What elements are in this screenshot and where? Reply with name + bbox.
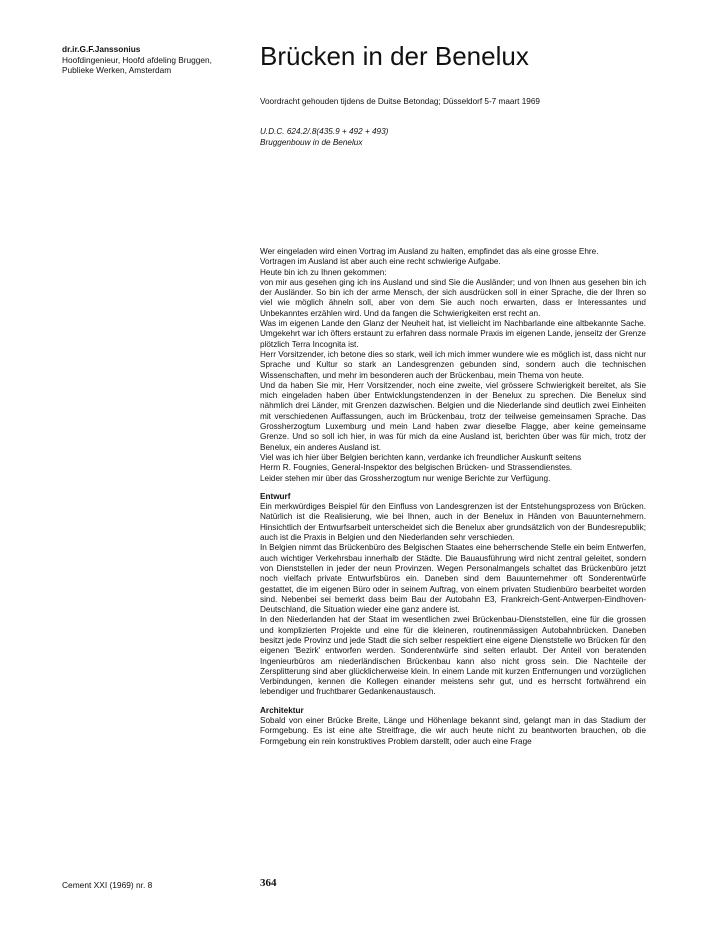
entwurf-paragraph: In Belgien nimmt das Brückenbüro des Belgischen Staates eine beherrschende Stelle ein beim Entwerfen, auch wichtiger Verkehrsbau innerhalb der Städte. Die Bauausführung wird nicht zentral geleitet, sondern von Dienststellen in jeder der neun Provinzen. Wegen Personalmangels schaltet das Brückenbüro jetzt noch vielfach private Entwurfsbüros ein. Daneben sind dem Bauunternehmer oft Sonderentwürfe gestattet, die im eigenen Büro oder in seinem Auftrag, von einem privaten Studienbüro bearbeitet worden sind. Nebenbei sei bemerkt dass beim Bau der Autobahn E3, Frankreich-Gent-Antwerpen-Eindhoven-Deutschland, die Situation wieder eine ganz andere ist. <box>260 543 646 615</box>
intro-paragraph: Leider stehen mir über das Grossherzogtum nur wenige Berichte zur Verfügung. <box>260 473 551 483</box>
intro-paragraph: Heute bin ich zu Ihnen gekommen: <box>260 267 387 277</box>
udc-block <box>260 126 388 148</box>
intro-paragraph: Herr Vorsitzender, ich betone dies so stark, weil ich mich immer wundere wie es möglich ist, dass nicht nur Sprache und Kultur so stark an Landesgrenzen gebunden sind, sondern auch die technischen Wissenschaften, und mehr im besonderen auch der Brückenbau, mein Thema von heute. <box>260 349 646 380</box>
intro-paragraph: Vortragen im Ausland ist aber auch eine recht schwierige Aufgabe. <box>260 257 501 267</box>
article-body <box>260 247 646 747</box>
section-heading-entwurf: Entwurf <box>260 491 291 501</box>
intro-paragraph: Wer eingeladen wird einen Vortrag im Ausland zu halten, empfindet das als eine grosse Ehre. <box>260 247 599 256</box>
page-number: 364 <box>260 877 277 889</box>
entwurf-paragraph: Ein merkwürdiges Beispiel für den Einfluss von Landesgrenzen ist der Entstehungsprozess von Brücken. Natürlich ist die Realisierung, wie bei Ihnen, auch in der Benelux in Händen von Bauunternehmern. Hinsichtlich der Entwurfsarbeit unterscheidet sich die Benelux aber grundsätzlich von der Bundesrepublik; auch ist die Praxis in Belgien und den Niederlanden sehr verschieden. <box>260 502 646 543</box>
entwurf-paragraph: In den Niederlanden hat der Staat im wesentlichen zwei Brückenbau-Dienststellen, eine für die grossen und komplizierten Projekte und eine für die kleineren, routinenmässigen Autobahnbrücken. Daneben besitzt jede Provinz und jede Stadt die sich selber respektiert eine eigene Dienststelle wo Brücken für den eigenen 'Bezirk' entworfen werden. Sonderentwürfe sind selten erlaubt. Der Anteil von beratenden Ingenieurbüros am niederländischen Brückenbau kann also nicht gross sein. Die Nachteile der Zersplitterung sind aber glücklicherweise klein. In einem Lande mit kurzen Entfernungen und vorzüglichen Verbindungen, kennen die Kollegen einander meistens sehr gut, und es herrscht fortwährend ein lebendiger und fruchtbarer Gedankenaustausch. <box>260 615 646 697</box>
section-heading-architektur: Architektur <box>260 705 304 715</box>
udc-subject: Bruggenbouw in de Benelux <box>260 138 363 147</box>
author-affiliation-line-1: Hoofdingenieur, Hoofd afdeling Bruggen, <box>62 54 212 65</box>
article-subtitle: Voordracht gehouden tijdens de Duitse Betondag; Düsseldorf 5-7 maart 1969 <box>260 97 540 106</box>
section-spacer <box>260 698 646 706</box>
intro-paragraph: Herrn R. Fougnies, General-Inspektor des belgischen Brücken- und Strassendienstes. <box>260 463 573 473</box>
udc-code: U.D.C. 624.2/.8(435.9 + 492 + 493) <box>260 127 389 136</box>
section-spacer <box>260 484 646 492</box>
intro-paragraph: Was im eigenen Lande den Glanz der Neuheit hat, ist vielleicht im Nachbarlande eine altbekannte Sache. Umgekehrt war ich öfters erstaunt zu erfahren dass normale Praxis im eigenen Lande, jenseitz der Grenze plötzlich Terra Incognita ist. <box>260 319 646 349</box>
author-name: dr.ir.G.F.Janssonius <box>62 44 141 54</box>
author-affiliation-line-2: Publieke Werken, Amsterdam <box>62 65 172 75</box>
intro-paragraph: Und da haben Sie mir, Herr Vorsitzender, noch eine zweite, viel grössere Schwierigkeit bereitet, als Sie mich eingeladen haben über Entwicklungstendenzen in der Benelux zu sprechen. Die Benelux sind nähmlich drei Länder, mit Grenzen dazwischen. Belgien und die Niederlande sind deutlich zwei Einheiten mit verschiedenen Auffassungen, auch im Brückenbau, trotz der teilweise gemeinsamen Sprache. Das Grossherzogtum Luxemburg und mein Land haben zwar dieselbe Flagge, aber keine gemeinsame Grenze. Und so soll ich hier, in was für mich da eine Ausland ist, berichten über was für mich, trotz der Benelux, ein anderes Ausland ist. <box>260 380 646 452</box>
intro-paragraph: Viel was ich hier über Belgien berichten kann, verdanke ich freundlicher Auskunft seitens <box>260 452 582 462</box>
architektur-paragraph: Sobald von einer Brücke Breite, Länge und Höhenlage bekannt sind, gelangt man in das Stadium der Formgebung. Es ist eine alte Streitfrage, die wir auch heute nicht zu beantworten brauchen, ob die Formgebung ein rein konstruktives Problem darstellt, oder auch eine Frage <box>260 716 646 746</box>
author-block <box>62 44 247 76</box>
intro-paragraph: von mir aus gesehen ging ich ins Ausland und sind Sie die Ausländer; und von Ihnen aus gesehen bin ich der Ausländer. So bin ich der arme Mensch, der sich ausdrücken soll in einer Sprache, die der Ihren so viel wie möglich ähneln soll, aber von dem Sie auch noch erwarten, dass er Interessantes und Unbekanntes erzählen wird. Und da fangen die Schwierigkeiten erst recht an. <box>260 277 646 318</box>
journal-reference: Cement XXI (1969) nr. 8 <box>62 880 153 890</box>
article-title: Brücken in der Benelux <box>260 41 529 71</box>
